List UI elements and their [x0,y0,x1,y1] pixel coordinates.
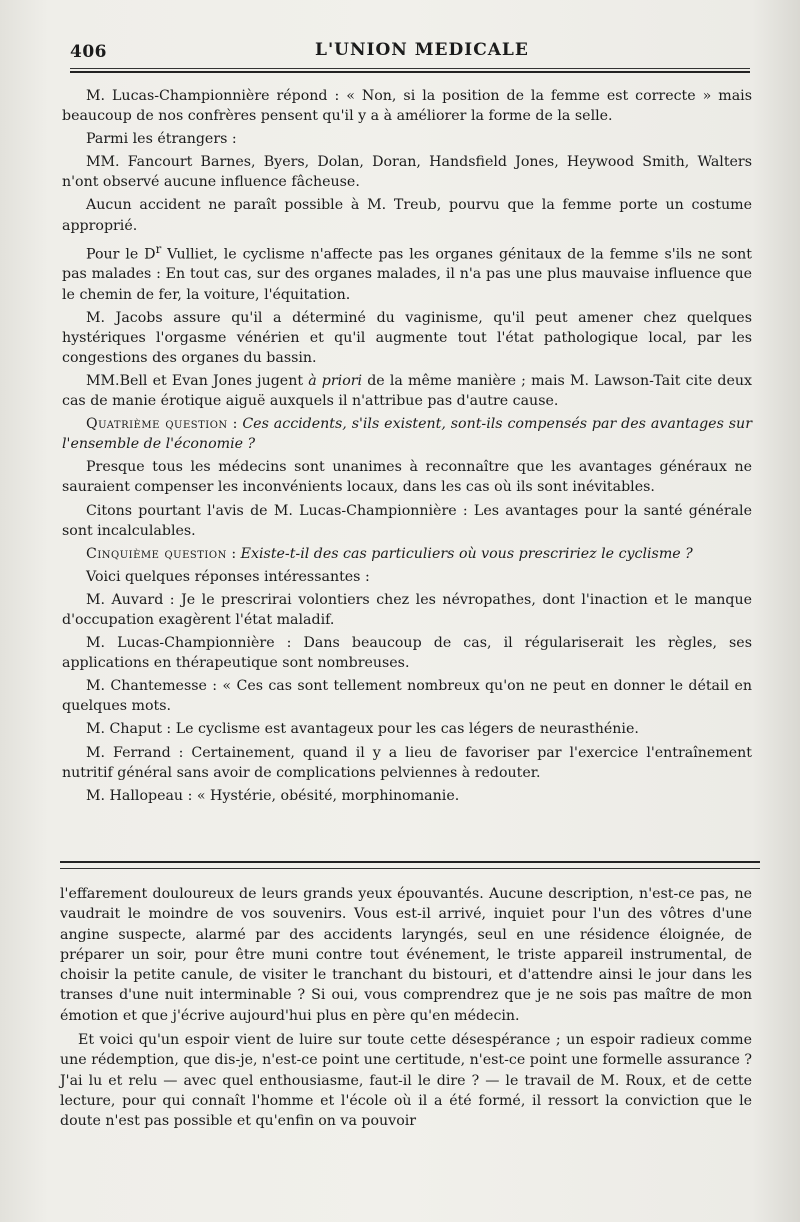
italic-text: à priori [308,372,363,389]
header-rule-thin [70,68,750,69]
paragraph: M. Jacobs assure qu'il a déterminé du vaginisme, qu'il peut amener chez quelques hystériques l'orgasme vénérien et qu'il augmente tout l'état pathologique local, par les congestions des organes du bassin. [62,309,752,366]
paragraph: M. Auvard : Je le prescrirai volontiers chez les névropathes, dont l'inaction et le manque d'occupation exagèrent l'état maladif. [62,591,752,628]
paragraph [62,371,752,411]
question-text: Ces accidents, s'ils existent, sont-ils compensés par des avantages sur l'ensemble de l'économie ? [62,416,752,453]
paragraph: M. Ferrand : Certainement, quand il y a lieu de favoriser par l'exercice l'entraînement nutritif général sans avoir de complications pelviennes à redouter. [62,744,752,781]
paragraph: M. Lucas-Championnière répond : « Non, si la position de la femme est correcte » mais beaucoup de nos confrères pensent qu'il y a à améliorer la forme de la selle. [62,88,752,125]
paragraph: Parmi les étrangers : [86,131,237,148]
header-rule-thick [70,71,750,73]
paragraph: MM. Fancourt Barnes, Byers, Dolan, Doran, Handsfield Jones, Heywood Smith, Walters n'ont observé aucune influence fâcheuse. [62,154,752,191]
paragraph: M. Hallopeau : « Hystérie, obésité, morphinomanie. [86,787,460,804]
paragraph-text: Pour le D [86,246,156,263]
paragraph-text: Vulliet, le cyclisme n'affecte pas les organes génitaux de la femme s'ils ne sont pas malades : En tout cas, sur des organes malades, il n'a pas une plus mauvaise influence que le chemin de fer, la voiture, l'équitation. [62,246,752,303]
running-title: L'UNION MEDICALE [315,40,529,60]
feuilleton-rule-thin [60,868,760,869]
paragraph [62,239,752,305]
paragraph: Voici quelques réponses intéressantes : [86,568,370,585]
question-separator: : [227,416,243,433]
question-separator: : [226,545,241,562]
paragraph: Aucun accident ne paraît possible à M. Treub, pourvu que la femme porte un costume approprié. [62,197,752,234]
page-number: 406 [70,42,107,62]
paragraph-text: MM.Bell et Evan Jones jugent [86,372,309,389]
paragraph: Citons pourtant l'avis de M. Lucas-Championnière : Les avantages pour la santé générale sont incalculables. [62,502,752,539]
paragraph: Presque tous les médecins sont unanimes à reconnaître que les avantages généraux ne sauraient compenser les inconvénients locaux, dans les cas où ils sont inévitables. [62,459,752,496]
paragraph: M. Chaput : Le cyclisme est avantageux pour les cas légers de neurasthénie. [86,721,639,738]
question-text: Existe-t-il des cas particuliers où vous prescririez le cyclisme ? [240,545,693,562]
feuilleton-paragraph: Et voici qu'un espoir vient de luire sur toute cette désespérance ; un espoir radieux comme une rédemption, que dis-je, n'est-ce point une certitude, n'est-ce point une formelle assurance ? J'ai lu et relu — avec quel enthousiasme, faut-il le dire ? — le travail de M. Roux, et de cette lecture, pour qui connaît l'homme et l'école où il a été formé, il ressort la conviction que le doute n'est pas possible et qu'enfin on va pouvoir [60,1032,752,1130]
feuilleton-section [60,884,752,1136]
feuilleton-paragraph: l'effarement douloureux de leurs grands yeux épouvantés. Aucune description, n'est-ce pas, ne vaudrait le moindre de vos souvenirs. Vous est-il arrivé, inquiet pour l'un des vôtres d'une angine suspecte, alarmé par des accidents laryngés, seul en une résidence éloignée, de préparer un soir, pour être muni contre tout événement, le triste appareil instrumental, de choisir la petite canule, de visiter le tranchant du bistouri, et d'attendre ainsi le jour dans les transes d'une nuit interminable ? Si oui, vous comprendrez que je ne sois pas maître de mon émotion et que j'écrive aujourd'hui plus en père qu'en médecin. [60,886,752,1024]
page-header [70,32,760,62]
question-heading [62,544,752,564]
paragraph: M. Lucas-Championnière : Dans beaucoup de cas, il régulariserait les règles, ses applications en thérapeutique sont nombreuses. [62,635,752,672]
question-label: Cinquième question [86,545,227,562]
feuilleton-rule-thick [60,861,760,863]
superscript: r [155,241,162,256]
article-body [62,86,752,809]
question-label: Quatrième question [86,416,228,433]
question-heading [62,414,752,454]
paragraph: M. Chantemesse : « Ces cas sont tellement nombreux qu'on ne peut en donner le détail en quelques mots. [62,678,752,715]
paragraph-text: de la même manière ; mais M. Lawson-Tait cite deux cas de manie érotique aiguë auxquels il n'attribue pas d'autre cause. [62,372,752,410]
